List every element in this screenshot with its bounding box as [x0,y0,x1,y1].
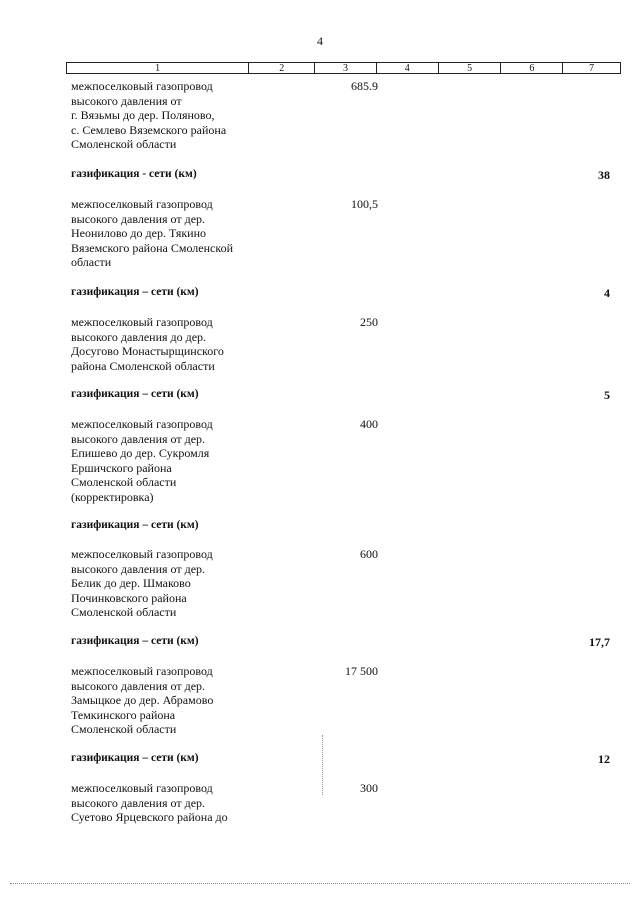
object-description [71,79,251,152]
description-line: Замыцкое до дер. Абрамово [71,693,214,708]
gasification-heading: газификация – сети (км) [71,635,199,647]
description-line: межпоселковый газопровод [71,315,213,329]
scan-artifact-line [322,735,323,795]
network-length-value: 12 [598,752,610,766]
gasification-heading: газификация – сети (км) [71,286,199,298]
column-number-3: 3 [315,63,377,73]
capacity-value: 300 [360,781,378,795]
page-bottom-rule [10,883,630,884]
description-line: Епишево до дер. Сукромля [71,446,210,461]
capacity-value: 685.9 [351,79,378,93]
page-number: 4 [317,34,323,48]
table-column-numbers [66,62,621,74]
capacity-value: 400 [360,417,378,431]
network-length-value: 38 [598,168,610,182]
description-line: Смоленской области [71,605,177,620]
description-line: межпоселковый газопровод [71,781,213,795]
gasification-heading: газификация - сети (км) [71,168,197,180]
object-description [71,664,251,737]
object-description [71,315,251,373]
object-description [71,547,251,620]
object-description [71,417,251,505]
gasification-heading: газификация – сети (км) [71,752,199,764]
description-line: межпоселковый газопровод [71,197,213,211]
column-number-5: 5 [439,63,502,73]
description-line: Ершичского района [71,460,172,475]
column-number-1: 1 [67,63,249,73]
description-line: Смоленской области [71,137,177,152]
description-line: Неонилово до дер. Тякино [71,226,207,241]
description-line: высокого давления от дер. [71,211,206,226]
capacity-value: 17 500 [345,664,378,678]
description-line: межпоселковый газопровод [71,79,213,93]
column-number-4: 4 [377,63,439,73]
network-length-value: 5 [604,388,610,402]
description-line: высокого давления от дер. [71,431,206,446]
description-line: высокого давления от [71,93,182,108]
description-line: г. Вязьмы до дер. Поляново, [71,108,215,123]
network-length-value: 17,7 [589,635,610,649]
gasification-heading: газификация – сети (км) [71,388,199,400]
description-line: межпоселковый газопровод [71,547,213,561]
description-line: Вяземского района Смоленской [71,240,233,255]
capacity-value: 600 [360,547,378,561]
description-line: Суетово Ярцевского района до [71,810,228,825]
description-line: межпоселковый газопровод [71,417,213,431]
description-line: Досугово Монастырщинского [71,344,224,359]
description-line: области [71,255,112,270]
description-line: межпоселковый газопровод [71,664,213,678]
description-line: Смоленской области [71,722,177,737]
column-number-6: 6 [501,63,563,73]
description-line: высокого давления от дер. [71,561,206,576]
description-line: высокого давления до дер. [71,329,207,344]
description-line: высокого давления от дер. [71,795,206,810]
description-line: высокого давления от дер. [71,678,206,693]
object-description [71,197,251,270]
description-line: с. Семлево Вяземского района [71,122,227,137]
object-description [71,781,251,825]
capacity-value: 100,5 [351,197,378,211]
network-length-value: 4 [604,286,610,300]
column-number-2: 2 [249,63,315,73]
column-number-7: 7 [589,63,595,74]
gasification-heading: газификация – сети (км) [71,519,199,531]
description-line: Смоленской области [71,475,177,490]
description-line: Белик до дер. Шмаково [71,576,191,591]
description-line: Темкинского района [71,707,176,722]
capacity-value: 250 [360,315,378,329]
description-line: (корректировка) [71,489,154,504]
description-line: района Смоленской области [71,358,215,373]
description-line: Починковского района [71,590,187,605]
